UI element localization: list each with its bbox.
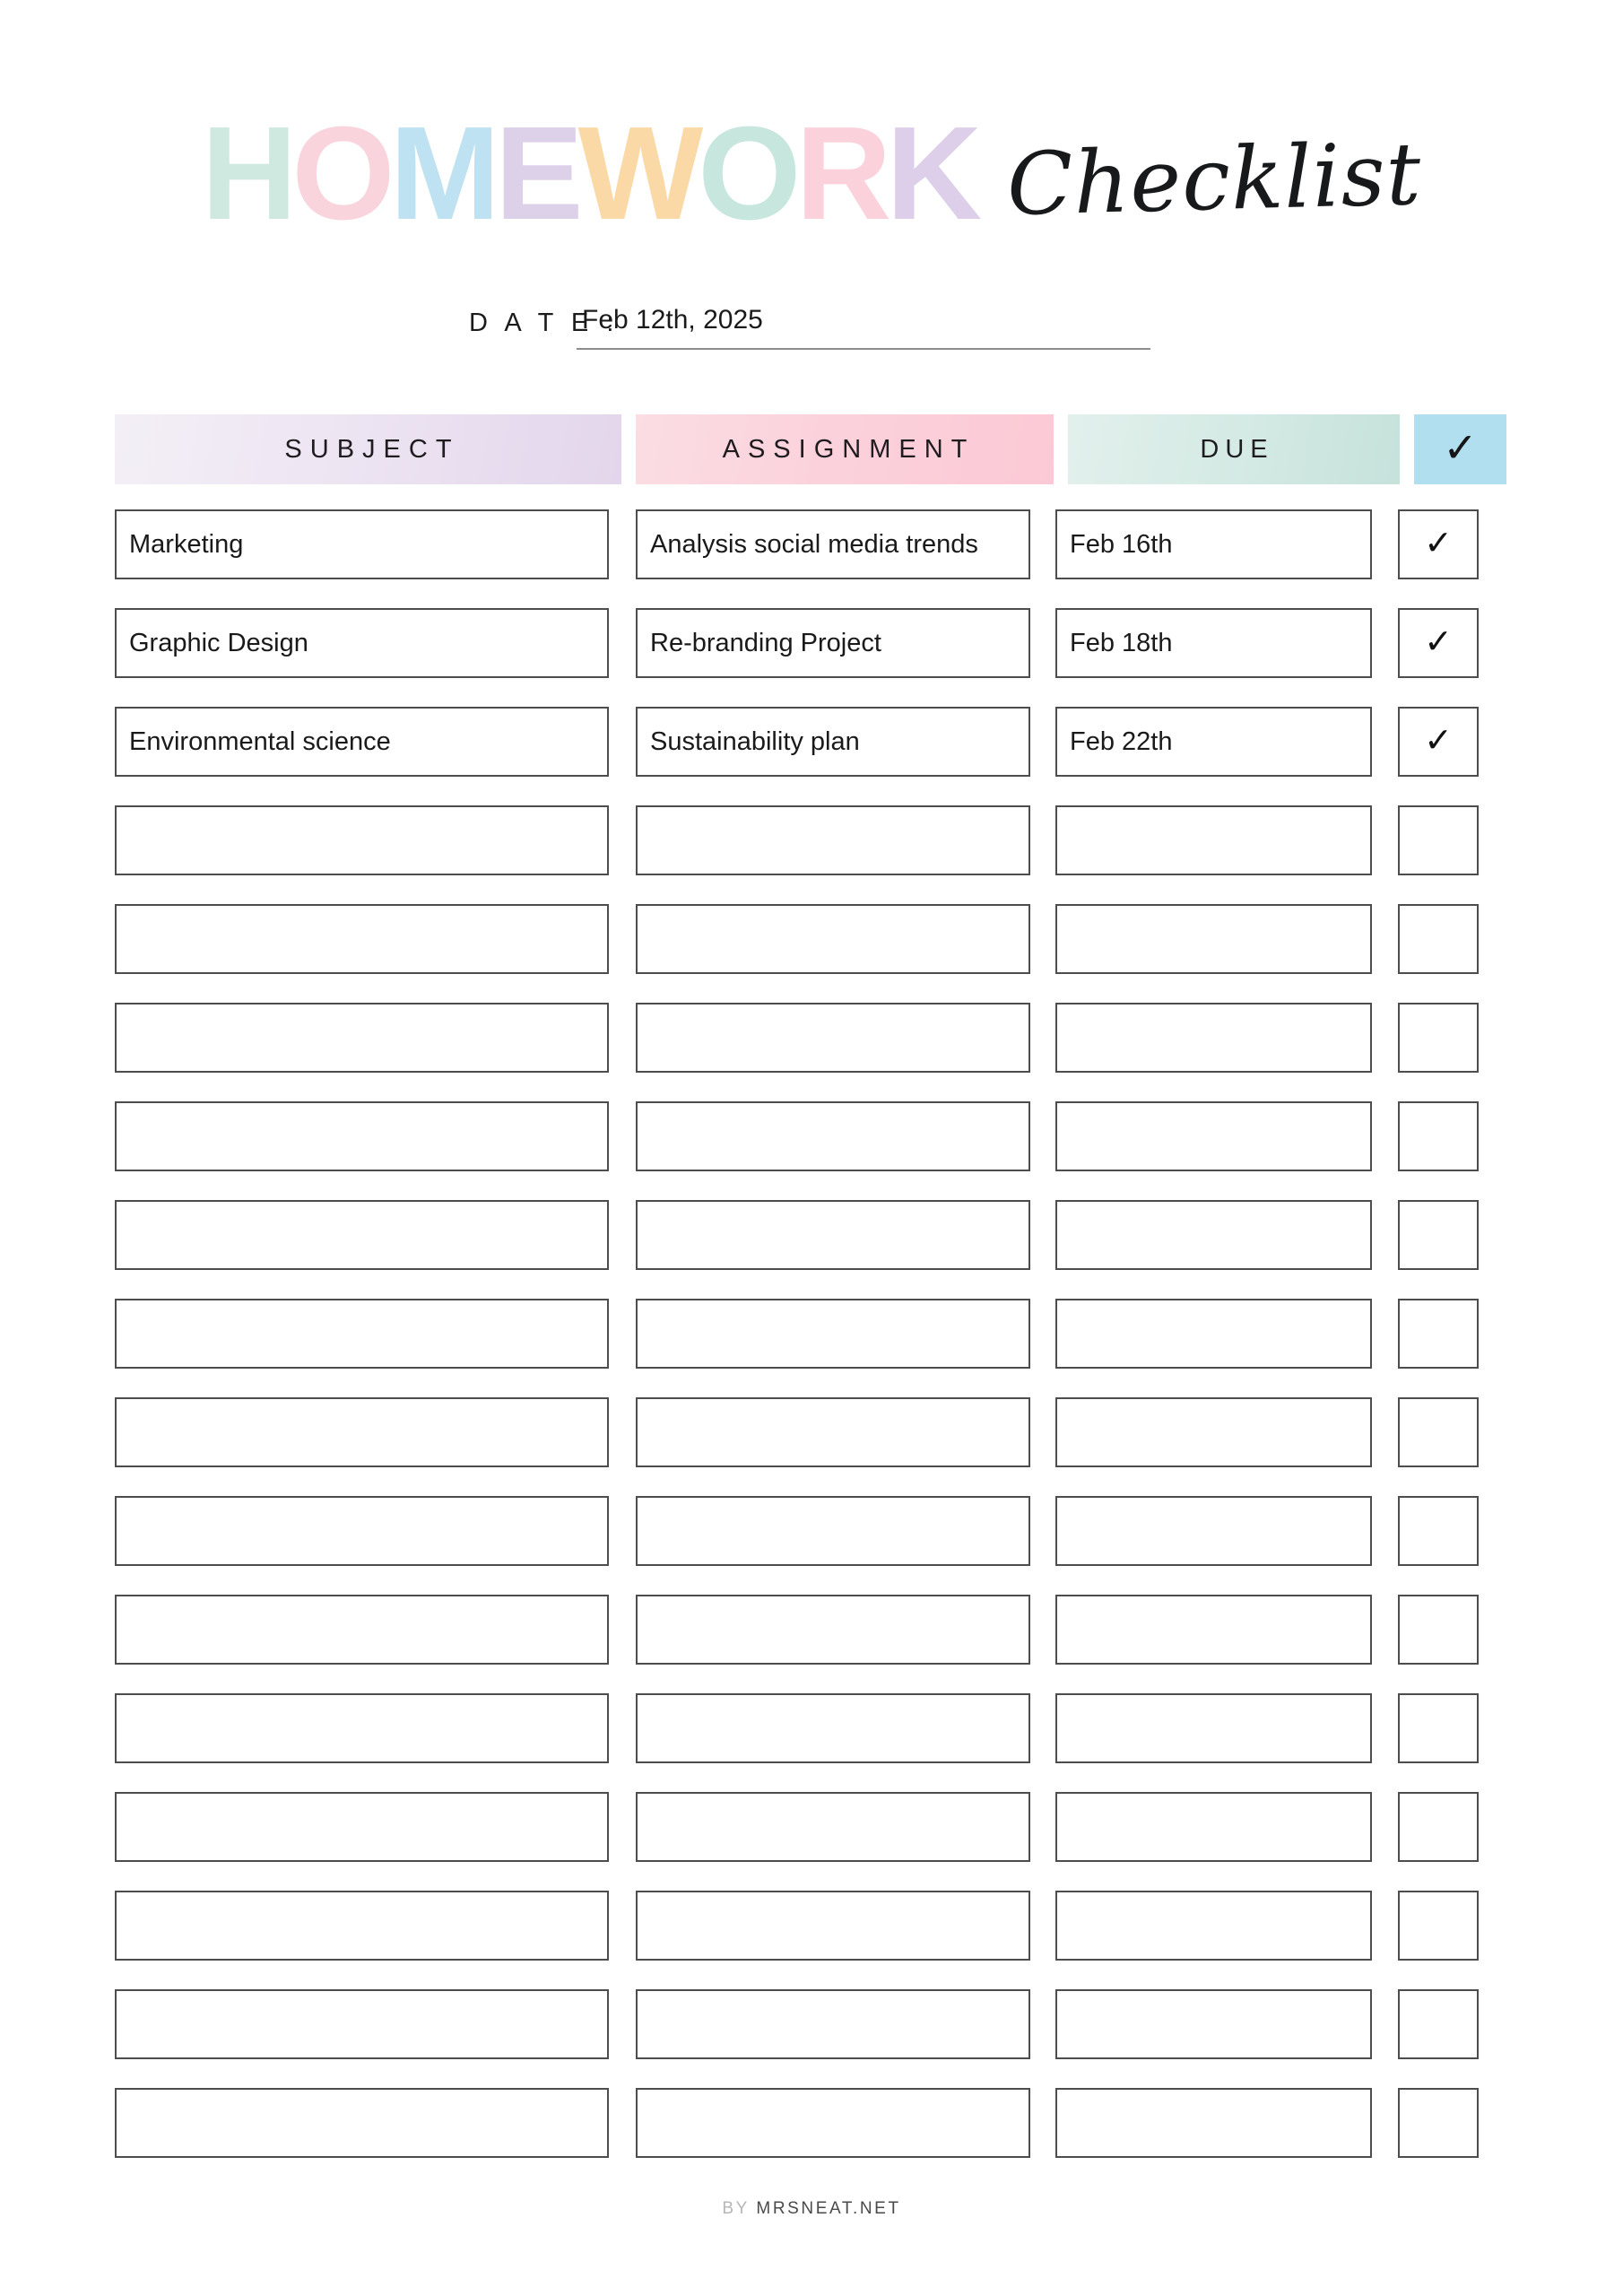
checkbox-cell[interactable] [1398,1101,1479,1171]
checkbox-cell[interactable] [1398,2088,1479,2158]
assignment-cell[interactable] [636,1003,1030,1073]
table-row [115,1003,1506,1073]
table-row [115,1397,1506,1467]
column-header-due: DUE [1068,414,1400,484]
table-row [115,1200,1506,1270]
due-cell[interactable] [1055,1595,1372,1665]
due-cell[interactable] [1055,1299,1372,1369]
subject-cell[interactable] [115,1101,609,1171]
assignment-cell[interactable]: Analysis social media trends [636,509,1030,579]
checkbox-cell[interactable] [1398,608,1479,678]
subject-cell[interactable] [115,1595,609,1665]
title-letter-w-4: W [577,99,702,248]
checkmark-icon: ✓ [1424,720,1453,760]
column-header-assignment: ASSIGNMENT [636,414,1054,484]
table-row [115,1595,1506,1665]
table-row [115,1792,1506,1862]
subject-cell[interactable] [115,1200,609,1270]
subject-cell[interactable] [115,1397,609,1467]
date-label: D A T E : [469,309,620,337]
checklist-script-title: Checklist [1005,123,1423,236]
date-value[interactable]: Feb 12th, 2025 [582,305,763,335]
column-header-checkmark [1414,414,1506,484]
assignment-cell[interactable] [636,805,1030,875]
checklist-table [115,414,1506,2187]
assignment-cell[interactable] [636,1989,1030,2059]
column-header-subject: SUBJECT [115,414,621,484]
checkmark-icon: ✓ [1424,523,1453,562]
checkbox-cell[interactable] [1398,509,1479,579]
footer-by-label: BY [722,2199,750,2218]
table-row [115,608,1506,678]
subject-cell[interactable] [115,1003,609,1073]
assignment-cell[interactable] [636,1299,1030,1369]
checkbox-cell[interactable] [1398,904,1479,974]
page-title [0,99,1623,248]
due-cell[interactable]: Feb 22th [1055,707,1372,777]
assignment-cell[interactable] [636,1397,1030,1467]
checkmark-icon: ✓ [1443,423,1478,472]
assignment-cell[interactable] [636,1792,1030,1862]
title-letter-e-3: E [494,99,582,248]
due-cell[interactable] [1055,1397,1372,1467]
table-row [115,2088,1506,2158]
table-row [115,1101,1506,1171]
title-letter-k-7: K [886,99,981,248]
checkbox-cell[interactable] [1398,1891,1479,1961]
table-row [115,707,1506,777]
assignment-cell[interactable]: Sustainability plan [636,707,1030,777]
due-cell[interactable] [1055,1792,1372,1862]
homework-wordmark [201,99,981,248]
due-cell[interactable] [1055,1496,1372,1566]
table-header-row [115,414,1506,484]
checkbox-cell[interactable] [1398,1397,1479,1467]
table-row [115,1496,1506,1566]
checkbox-cell[interactable] [1398,1003,1479,1073]
footer-credit [0,2199,1623,2219]
assignment-cell[interactable] [636,1200,1030,1270]
subject-cell[interactable] [115,1792,609,1862]
assignment-cell[interactable] [636,904,1030,974]
title-letter-o-1: O [291,99,394,248]
due-cell[interactable] [1055,1989,1372,2059]
subject-cell[interactable] [115,2088,609,2158]
subject-cell[interactable] [115,805,609,875]
subject-cell[interactable]: Graphic Design [115,608,609,678]
checkbox-cell[interactable] [1398,1299,1479,1369]
checkbox-cell[interactable] [1398,1595,1479,1665]
table-row [115,509,1506,579]
table-row [115,1989,1506,2059]
due-cell[interactable] [1055,1200,1372,1270]
subject-cell[interactable] [115,1891,609,1961]
assignment-cell[interactable] [636,1891,1030,1961]
table-body [115,509,1506,2158]
due-cell[interactable] [1055,2088,1372,2158]
due-cell[interactable] [1055,904,1372,974]
date-underline [577,348,1150,350]
subject-cell[interactable]: Environmental science [115,707,609,777]
due-cell[interactable] [1055,1693,1372,1763]
subject-cell[interactable] [115,1299,609,1369]
due-cell[interactable] [1055,1003,1372,1073]
due-cell[interactable]: Feb 18th [1055,608,1372,678]
assignment-cell[interactable]: Re-branding Project [636,608,1030,678]
due-cell[interactable] [1055,805,1372,875]
title-letter-r-6: R [795,99,890,248]
assignment-cell[interactable] [636,1693,1030,1763]
table-row [115,1693,1506,1763]
checkbox-cell[interactable] [1398,1693,1479,1763]
checkbox-cell[interactable] [1398,1496,1479,1566]
due-cell[interactable] [1055,1891,1372,1961]
title-letter-h-0: H [201,99,296,248]
checkmark-icon: ✓ [1424,622,1453,661]
checkbox-cell[interactable] [1398,707,1479,777]
assignment-cell[interactable] [636,1595,1030,1665]
footer-brand: MRSNEAT.NET [756,2199,901,2218]
table-row [115,1891,1506,1961]
subject-cell[interactable] [115,904,609,974]
due-cell[interactable]: Feb 16th [1055,509,1372,579]
subject-cell[interactable] [115,1989,609,2059]
checkbox-cell[interactable] [1398,1200,1479,1270]
checkbox-cell[interactable] [1398,1792,1479,1862]
subject-cell[interactable] [115,1496,609,1566]
due-cell[interactable] [1055,1101,1372,1171]
table-row [115,1299,1506,1369]
checkbox-cell[interactable] [1398,805,1479,875]
assignment-cell[interactable] [636,1101,1030,1171]
date-field-group [469,301,1150,355]
subject-cell[interactable] [115,1693,609,1763]
checkbox-cell[interactable] [1398,1989,1479,2059]
table-row [115,904,1506,974]
assignment-cell[interactable] [636,1496,1030,1566]
table-row [115,805,1506,875]
subject-cell[interactable]: Marketing [115,509,609,579]
assignment-cell[interactable] [636,2088,1030,2158]
title-letter-o-5: O [698,99,800,248]
title-letter-m-2: M [389,99,499,248]
